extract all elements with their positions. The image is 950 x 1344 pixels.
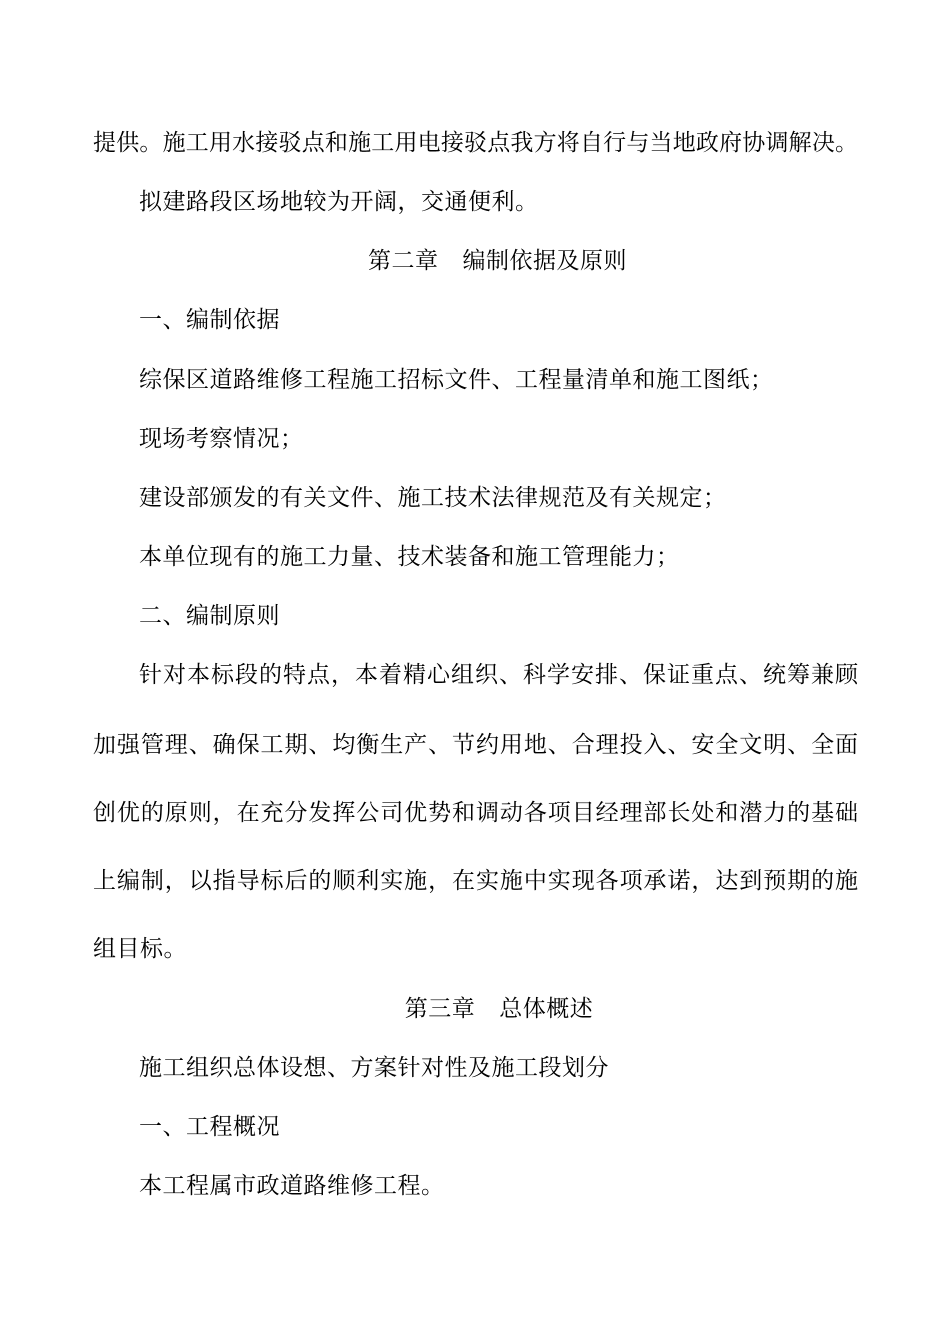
paragraph-line: 本工程属市政道路维修工程。 [139,1173,445,1199]
paragraph-line: 加强管理、确保工期、均衡生产、节约用地、合理投入、安全文明、全面 [93,732,858,758]
paragraph-line: 针对本标段的特点，本着精心组织、科学安排、保证重点、统筹兼顾 [139,662,858,688]
paragraph-line: 施工组织总体设想、方案针对性及施工段划分 [139,1055,609,1081]
chapter-title: 总体概述 [499,996,594,1022]
chapter-title: 编制依据及原则 [462,248,627,274]
paragraph-line: 上编制，以指导标后的顺利实施，在实施中实现各项承诺，达到预期的施 [93,868,858,894]
list-item: 本单位现有的施工力量、技术装备和施工管理能力； [139,544,680,570]
paragraph-line: 创优的原则，在充分发挥公司优势和调动各项目经理部长处和潜力的基础 [93,800,858,826]
chapter-heading [0,246,950,276]
chapter-heading [0,994,950,1024]
chapter-number: 第三章 [404,996,476,1022]
paragraph-line: 提供。施工用水接驳点和施工用电接驳点我方将自行与当地政府协调解决。 [93,130,858,156]
list-item: 现场考察情况； [139,426,304,452]
section-heading: 二、编制原则 [139,603,280,629]
list-item: 建设部颁发的有关文件、施工技术法律规范及有关规定； [139,485,727,511]
section-heading: 一、工程概况 [139,1114,280,1140]
chapter-number: 第二章 [368,248,439,274]
list-item: 综保区道路维修工程施工招标文件、工程量清单和施工图纸； [139,367,774,393]
paragraph-line: 组目标。 [93,936,187,962]
paragraph-line: 拟建路段区场地较为开阔，交通便利。 [139,189,539,215]
section-heading: 一、编制依据 [139,307,280,333]
